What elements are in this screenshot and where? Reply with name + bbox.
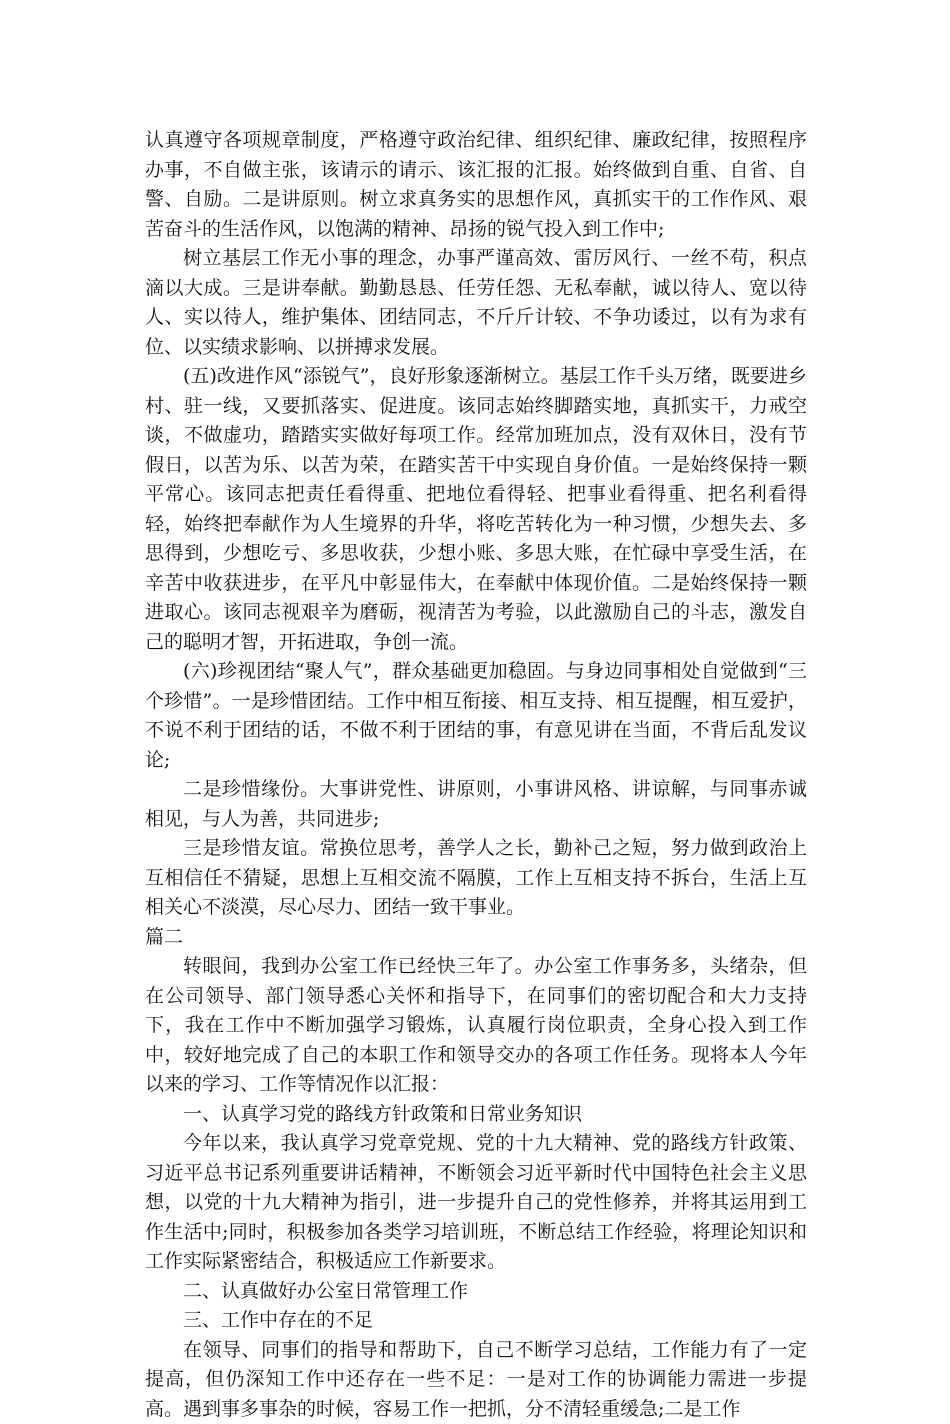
paragraph: 今年以来，我认真学习党章党规、党的十九大精神、党的路线方针政策、习近平总书记系列重要讲话精神，不断领会习近平新时代中国特色社会主义思想，以党的十九大精神为指引，进一步提升自己的党性修养，并将其运用到工作生活中;同时，积极参加各类学习培训班，不断总结工作经验，将理论知识和工作实际紧密结合，积极适应工作新要求。 <box>145 1129 807 1277</box>
paragraph: 在领导、同事们的指导和帮助下，自己不断学习总结，工作能力有了一定提高，但仍深知工作中还存在一些不足：一是对工作的协调能力需进一步提高。遇到事多事杂的时候，容易工作一把抓，分不清轻重缓急;二是工作 <box>145 1336 807 1424</box>
section-heading: 二、认真做好办公室日常管理工作 <box>145 1277 807 1307</box>
paragraph: (六)珍视团结“聚人气”，群众基础更加稳固。与身边同事相处自觉做到“三个珍惜”。一是珍惜团结。工作中相互衔接、相互支持、相互提醒，相互爱护，不说不利于团结的话，不做不利于团结的事，有意见讲在当面，不背后乱发议论; <box>145 657 807 775</box>
paragraph: (五)改进作风“添锐气”，良好形象逐渐树立。基层工作千头万绪，既要进乡村、驻一线，又要抓落实、促进度。该同志始终脚踏实地，真抓实干，力戒空谈，不做虚功，踏踏实实做好每项工作。经常加班加点，没有双休日，没有节假日，以苦为乐、以苦为荣，在踏实苦干中实现自身价值。一是始终保持一颗平常心。该同志把责任看得重、把地位看得轻、把事业看得重、把名利看得轻，始终把奉献作为人生境界的升华，将吃苦转化为一种习惯，少想失去、多思得到，少想吃亏、多思收获，少想小账、多思大账，在忙碌中享受生活，在辛苦中收获进步，在平凡中彰显伟大，在奉献中体现价值。二是始终保持一颗进取心。该同志视艰辛为磨砺，视清苦为考验，以此激励自己的斗志，激发自己的聪明才智，开拓进取，争创一流。 <box>145 362 807 657</box>
paragraph: 三是珍惜友谊。常换位思考，善学人之长，勤补己之短，努力做到政治上互相信任不猜疑，思想上互相交流不隔膜，工作上互相支持不拆台，生活上互相关心不淡漠，尽心尽力、团结一致干事业。 <box>145 834 807 923</box>
section-heading: 一、认真学习党的路线方针政策和日常业务知识 <box>145 1100 807 1130</box>
section-heading: 三、工作中存在的不足 <box>145 1306 807 1336</box>
document-body <box>145 126 807 1424</box>
paragraph: 树立基层工作无小事的理念，办事严谨高效、雷厉风行、一丝不苟，积点滴以大成。三是讲奉献。勤勤恳恳、任劳任怨、无私奉献，诚以待人、宽以待人、实以待人，维护集体、团结同志，不斤斤计较、不争功诿过，以有为求有位、以实绩求影响、以拼搏求发展。 <box>145 244 807 362</box>
paragraph: 二是珍惜缘份。大事讲党性、讲原则，小事讲风格、讲谅解，与同事赤诚相见，与人为善，共同进步; <box>145 775 807 834</box>
section-label: 篇二 <box>145 923 807 953</box>
paragraph: 转眼间，我到办公室工作已经快三年了。办公室工作事务多，头绪杂，但在公司领导、部门领导悉心关怀和指导下，在同事们的密切配合和大力支持下，我在工作中不断加强学习锻炼，认真履行岗位职责，全身心投入到工作中，较好地完成了自己的本职工作和领导交办的各项工作任务。现将本人今年以来的学习、工作等情况作以汇报： <box>145 952 807 1100</box>
paragraph: 认真遵守各项规章制度，严格遵守政治纪律、组织纪律、廉政纪律，按照程序办事，不自做主张，该请示的请示、该汇报的汇报。始终做到自重、自省、自警、自励。二是讲原则。树立求真务实的思想作风，真抓实干的工作作风、艰苦奋斗的生活作风，以饱满的精神、昂扬的锐气投入到工作中; <box>145 126 807 244</box>
